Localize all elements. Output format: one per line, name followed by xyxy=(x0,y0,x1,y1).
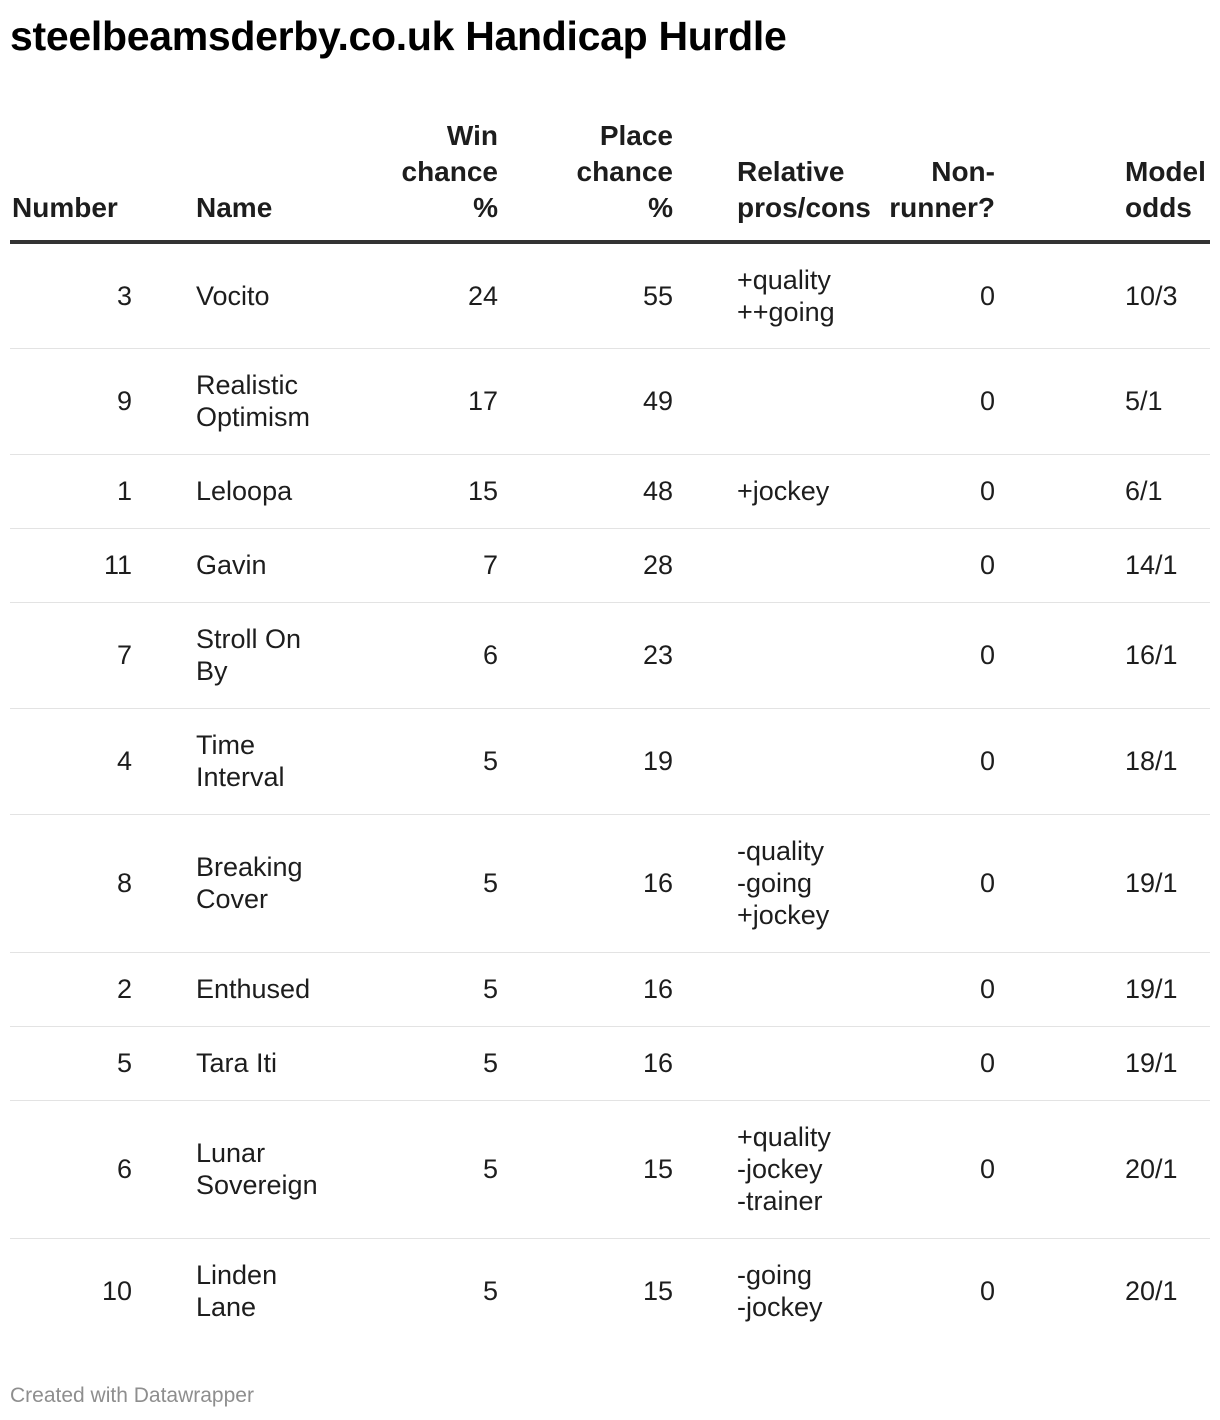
cell-relative: +quality ++going xyxy=(683,242,886,348)
column-header-odds: Model odds xyxy=(1060,118,1210,242)
cell-name: Enthused xyxy=(186,952,346,1026)
cell-relative: +jockey xyxy=(683,454,886,528)
cell-number: 6 xyxy=(10,1100,186,1238)
cell-win-chance: 5 xyxy=(482,1276,498,1307)
cell-relative xyxy=(683,528,886,602)
cell-nonrunner: 0 xyxy=(886,602,1060,708)
cell-name: Breaking Cover xyxy=(186,814,346,952)
cell-win-chance: 7 xyxy=(346,528,508,602)
column-header-relative: Relative pros/cons xyxy=(683,118,886,242)
cell-win-chance: 24 xyxy=(346,242,508,348)
cell-name: Stroll On By xyxy=(186,602,346,708)
table-row xyxy=(10,348,1210,454)
cell-model-odds: 19/1 xyxy=(1060,952,1210,1026)
cell-place-chance: 15 xyxy=(642,1276,673,1307)
table-row xyxy=(10,708,1210,814)
cell-place-chance: 16 xyxy=(508,952,683,1026)
cell-name: Realistic Optimism xyxy=(186,348,346,454)
cell-model-odds: 16/1 xyxy=(1060,602,1210,708)
cell-win-chance: 17 xyxy=(346,348,508,454)
column-header-place: Place chance % xyxy=(508,118,683,242)
table-row xyxy=(10,242,1210,348)
cell-win-chance: 15 xyxy=(346,454,508,528)
cell-number: 3 xyxy=(10,242,186,348)
cell-name: Vocito xyxy=(186,242,346,348)
cell-nonrunner: 0 xyxy=(886,814,1060,952)
table-row xyxy=(10,602,1210,708)
cell-model-odds: 10/3 xyxy=(1060,242,1210,348)
cell-place-chance: 48 xyxy=(508,454,683,528)
cell-place-chance: 16 xyxy=(508,814,683,952)
cell-model-odds: 19/1 xyxy=(1060,1026,1210,1100)
cell-number: 10 xyxy=(101,1276,132,1307)
cell-model-odds: 20/1 xyxy=(1125,1276,1178,1307)
cell-place-chance: 23 xyxy=(508,602,683,708)
cell-name: Gavin xyxy=(186,528,346,602)
cell-place-chance: 16 xyxy=(508,1026,683,1100)
cell-relative xyxy=(683,348,886,454)
cell-win-chance: 5 xyxy=(346,1026,508,1100)
table-row xyxy=(10,952,1210,1026)
cell-win-chance: 6 xyxy=(346,602,508,708)
cell-relative: -going -jockey xyxy=(737,1260,823,1323)
cell-place-chance: 19 xyxy=(508,708,683,814)
cell-place-chance: 28 xyxy=(508,528,683,602)
cell-relative xyxy=(683,1026,886,1100)
cell-relative: -quality -going +jockey xyxy=(683,814,886,952)
cell-relative xyxy=(683,952,886,1026)
cell-nonrunner: 0 xyxy=(979,1276,995,1307)
cell-number: 4 xyxy=(10,708,186,814)
cell-nonrunner: 0 xyxy=(886,1026,1060,1100)
cell-number: 2 xyxy=(10,952,186,1026)
column-header-nonrunner: Non- runner? xyxy=(886,118,1060,242)
cell-win-chance: 5 xyxy=(346,814,508,952)
footer-credit: Created with Datawrapper xyxy=(10,1384,254,1407)
column-header-number: Number xyxy=(10,118,186,242)
cell-model-odds: 19/1 xyxy=(1060,814,1210,952)
cell-nonrunner: 0 xyxy=(886,454,1060,528)
cell-number: 1 xyxy=(10,454,186,528)
cell-relative xyxy=(683,708,886,814)
cell-relative: +quality -jockey -trainer xyxy=(683,1100,886,1238)
cell-place-chance: 15 xyxy=(508,1100,683,1238)
table-row xyxy=(10,528,1210,602)
cell-number: 11 xyxy=(10,528,186,602)
cell-model-odds: 14/1 xyxy=(1060,528,1210,602)
cell-win-chance: 5 xyxy=(346,1100,508,1238)
cell-name: Leloopa xyxy=(186,454,346,528)
cell-win-chance: 5 xyxy=(346,708,508,814)
cell-name: Tara Iti xyxy=(186,1026,346,1100)
cell-nonrunner: 0 xyxy=(886,528,1060,602)
cell-nonrunner: 0 xyxy=(886,242,1060,348)
cell-place-chance: 49 xyxy=(508,348,683,454)
cell-win-chance: 5 xyxy=(346,952,508,1026)
cell-nonrunner: 0 xyxy=(886,952,1060,1026)
cell-number: 8 xyxy=(10,814,186,952)
cell-model-odds: 5/1 xyxy=(1060,348,1210,454)
table-row xyxy=(10,1238,1210,1344)
table-row xyxy=(10,814,1210,952)
results-table xyxy=(10,118,1210,1344)
table-row xyxy=(10,1100,1210,1238)
cell-number: 5 xyxy=(10,1026,186,1100)
header-row xyxy=(10,118,1210,242)
table-row xyxy=(10,1026,1210,1100)
cell-model-odds: 6/1 xyxy=(1060,454,1210,528)
cell-nonrunner: 0 xyxy=(886,1100,1060,1238)
column-header-win: Win chance % xyxy=(346,118,508,242)
cell-name: Linden Lane xyxy=(196,1260,278,1323)
cell-name: Lunar Sovereign xyxy=(186,1100,346,1238)
cell-name: Time Interval xyxy=(186,708,346,814)
cell-nonrunner: 0 xyxy=(886,348,1060,454)
cell-model-odds: 20/1 xyxy=(1060,1100,1210,1238)
cell-number: 7 xyxy=(10,602,186,708)
cell-number: 9 xyxy=(10,348,186,454)
table-body xyxy=(10,242,1210,1344)
cell-place-chance: 55 xyxy=(508,242,683,348)
table-row xyxy=(10,454,1210,528)
column-header-name: Name xyxy=(186,118,346,242)
cell-model-odds: 18/1 xyxy=(1060,708,1210,814)
cell-relative xyxy=(683,602,886,708)
page-title: steelbeamsderby.co.uk Handicap Hurdle xyxy=(10,13,787,59)
cell-nonrunner: 0 xyxy=(886,708,1060,814)
